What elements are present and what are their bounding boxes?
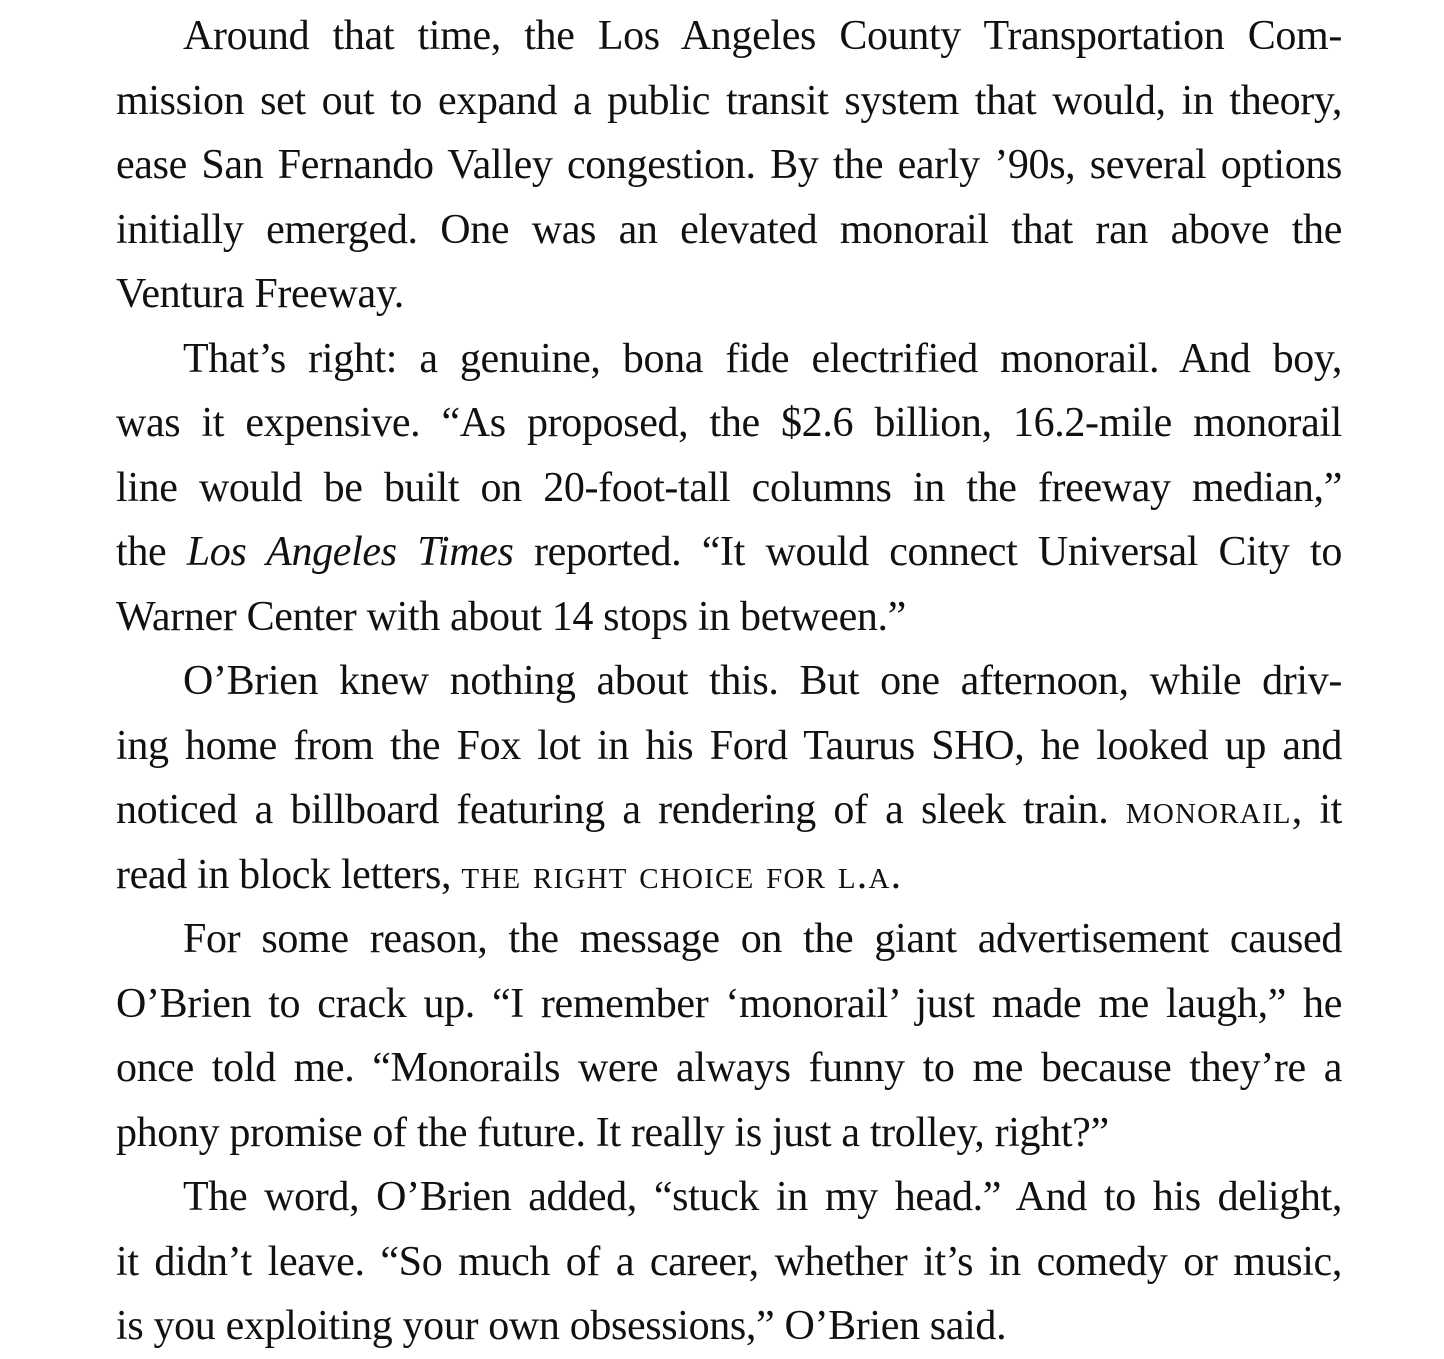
text-line: The word, O’Brien added, “stuck in my head.” And to his delight, bbox=[183, 1174, 1342, 1220]
paragraph-2 bbox=[116, 327, 1342, 650]
text-line: is you exploiting your own obsessions,” O’Brien said. bbox=[116, 1303, 1007, 1349]
text-line: it didn’t leave. “So much of a career, whether it’s in comedy or music, bbox=[116, 1238, 1342, 1285]
paragraph-5 bbox=[116, 1165, 1342, 1359]
text-line: For some reason, the message on the giant advertisement caused bbox=[183, 916, 1342, 962]
text-line: ing home from the Fox lot in his Ford Taurus SHO, he looked up and bbox=[116, 722, 1342, 769]
text-line: That’s right: a genuine, bona fide electrified monorail. And boy, bbox=[183, 335, 1342, 382]
billboard-text: monorail bbox=[1125, 787, 1292, 833]
text-line: Around that time, the Los Angeles County Transportation Com- bbox=[183, 13, 1342, 59]
paragraph-3 bbox=[116, 649, 1342, 907]
text-segment: the bbox=[116, 529, 187, 575]
paragraph-1 bbox=[116, 4, 1342, 327]
text-line: phony promise of the future. It really is just a trolley, right?” bbox=[116, 1109, 1109, 1156]
book-page bbox=[116, 4, 1342, 1359]
text-line: Warner Center with about 14 stops in between.” bbox=[116, 593, 906, 640]
paragraph-4 bbox=[116, 907, 1342, 1165]
text-line: was it expensive. “As proposed, the $2.6 billion, 16.2-mile monorail bbox=[116, 400, 1342, 446]
text-line: Ventura Freeway. bbox=[116, 271, 404, 317]
text-line: initially emerged. One was an elevated monorail that ran above the bbox=[116, 206, 1342, 253]
text-line: once told me. “Monorails were always funny to me because they’re a bbox=[116, 1045, 1342, 1091]
text-line: mission set out to expand a public transit system that would, in theory, bbox=[116, 77, 1342, 124]
newspaper-title: Los Angeles Times bbox=[186, 529, 514, 575]
text-segment: , it bbox=[1291, 787, 1342, 833]
text-segment: read in block letters, bbox=[116, 851, 462, 898]
text-segment: noticed a billboard featuring a rendering of a sleek train. bbox=[116, 787, 1126, 833]
text-line bbox=[116, 778, 1342, 843]
billboard-slogan: the right choice for l.a. bbox=[461, 851, 903, 898]
text-line: ease San Fernando Valley congestion. By the early ’90s, several options bbox=[116, 142, 1342, 188]
text-line: O’Brien knew nothing about this. But one afternoon, while driv- bbox=[183, 658, 1342, 704]
text-line bbox=[116, 520, 1342, 585]
text-line: O’Brien to crack up. “I remember ‘monorail’ just made me laugh,” he bbox=[116, 980, 1342, 1027]
text-line: line would be built on 20-foot-tall columns in the freeway median,” bbox=[116, 464, 1342, 511]
text-segment: reported. “It would connect Universal City to bbox=[513, 529, 1342, 575]
text-line bbox=[116, 843, 1342, 908]
